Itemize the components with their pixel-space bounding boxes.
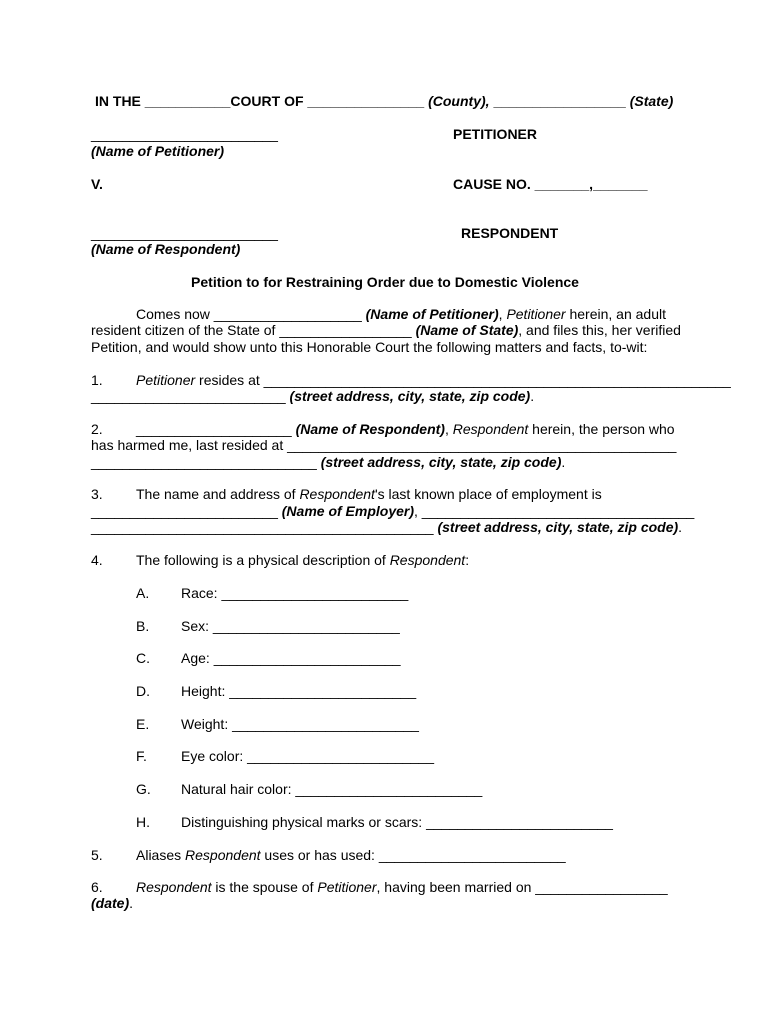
item-4-respondent-term: Respondent — [389, 552, 466, 568]
intro-line-3: Petition, and would show unto this Honorable Court the following matters and facts, to-wit: — [91, 339, 648, 355]
desc-height: Height: ________________________ — [181, 683, 417, 699]
item-2-text: . — [561, 454, 566, 470]
item-2-line-3 — [91, 454, 565, 471]
item-3-blank: ____________________________________________ — [91, 519, 438, 535]
intro-petitioner-term: Petitioner — [506, 306, 566, 322]
item-3-respondent-term: Respondent — [299, 486, 375, 502]
item-3-blank: ________________________ — [91, 503, 282, 519]
intro-petitioner-placeholder: (Name of Petitioner) — [365, 306, 499, 322]
desc-letter: F. — [136, 748, 147, 764]
name-of-respondent: (Name of Respondent) — [91, 241, 241, 257]
desc-eye-color: Eye color: ________________________ — [181, 748, 435, 764]
item-4-text: : — [465, 552, 470, 568]
desc-age: Age: ________________________ — [181, 650, 401, 666]
desc-letter: A. — [136, 585, 150, 601]
name-of-petitioner: (Name of Petitioner) — [91, 143, 225, 159]
item-2-address-placeholder: (street address, city, state, zip code) — [320, 454, 562, 470]
court-blank: IN THE ___________COURT OF _______________ — [95, 93, 425, 109]
item-3-text: The name and address of — [136, 486, 300, 502]
respondent-label: RESPONDENT — [461, 225, 559, 241]
petitioner-label: PETITIONER — [453, 126, 538, 142]
item-6-respondent-term: Respondent — [136, 879, 212, 895]
document-title: Petition to for Restraining Order due to Domestic Violence — [191, 274, 579, 290]
intro-text: , and files this, her verified — [518, 322, 681, 338]
item-3-address-placeholder: (street address, city, state, zip code) — [437, 519, 679, 535]
desc-letter: G. — [136, 781, 151, 797]
item-2-line-2: has harmed me, last resided at __________________________________________________ — [91, 437, 677, 453]
item-3-text: 's last known place of employment is — [374, 486, 602, 502]
desc-weight: Weight: ________________________ — [181, 716, 419, 732]
item-6-line-2 — [91, 895, 133, 912]
versus: V. — [91, 176, 103, 192]
item-2-number: 2. — [91, 421, 103, 437]
desc-letter: E. — [136, 716, 150, 732]
item-3-line-2 — [91, 503, 694, 520]
cause-number: CAUSE NO. _______,_______ — [453, 176, 648, 192]
item-5-number: 5. — [91, 847, 103, 863]
item-4-text: The following is a physical description of — [136, 552, 390, 568]
item-1-address-placeholder: (street address, city, state, zip code) — [289, 388, 531, 404]
intro-text: , — [498, 306, 507, 322]
intro-text: Comes now ___________________ — [136, 306, 366, 322]
item-5-text: Aliases — [136, 847, 186, 863]
item-3-employer-placeholder: (Name of Employer) — [281, 503, 415, 519]
item-2-respondent-placeholder: (Name of Respondent) — [295, 421, 445, 437]
county-label: (County), — [428, 93, 490, 109]
desc-hair-color: Natural hair color: ________________________ — [181, 781, 483, 797]
item-1-text: . — [530, 388, 535, 404]
desc-letter: C. — [136, 650, 150, 666]
item-2-text: herein, the person who — [528, 421, 675, 437]
item-3-number: 3. — [91, 486, 103, 502]
item-3-blank: , ___________________________________ — [414, 503, 695, 519]
item-5-respondent-term: Respondent — [185, 847, 261, 863]
item-1-blank: _________________________ — [91, 388, 290, 404]
item-6-date-placeholder: (date) — [91, 895, 130, 911]
desc-letter: B. — [136, 618, 150, 634]
item-3-line-3 — [91, 519, 682, 536]
item-3-line-1 — [136, 486, 602, 503]
desc-sex: Sex: ________________________ — [181, 618, 400, 634]
item-3-text: . — [678, 519, 683, 535]
petitioner-name-line: ________________________ — [91, 126, 278, 142]
item-2-respondent-term: Respondent — [452, 421, 529, 437]
item-6-text: . — [129, 895, 134, 911]
intro-line-1 — [136, 306, 666, 323]
item-1-text: resides at ____________________________________________________________ — [195, 372, 731, 388]
item-1-line-2 — [91, 388, 534, 405]
desc-letter: D. — [136, 683, 150, 699]
caption-court-line — [95, 93, 673, 110]
intro-state-placeholder: (Name of State) — [415, 322, 519, 338]
intro-text: resident citizen of the State of _________________ — [91, 322, 416, 338]
state-blank: _________________ — [493, 93, 626, 109]
item-2-blank: ____________________ — [136, 421, 296, 437]
item-2-blank: _____________________________ — [91, 454, 321, 470]
respondent-name-line: ________________________ — [91, 225, 278, 241]
item-6-petitioner-term: Petitioner — [317, 879, 377, 895]
item-6-text: , having been married on _________________ — [376, 879, 668, 895]
desc-letter: H. — [136, 814, 150, 830]
item-4-line-1 — [136, 552, 469, 569]
desc-marks-scars: Distinguishing physical marks or scars: ________________________ — [181, 814, 613, 830]
item-1-petitioner-term: Petitioner — [136, 372, 196, 388]
item-1-number: 1. — [91, 372, 103, 388]
intro-text: herein, an adult — [565, 306, 666, 322]
item-2-text: , — [444, 421, 453, 437]
state-label: (State) — [629, 93, 674, 109]
item-5-line-1 — [136, 847, 566, 864]
item-2-line-1 — [136, 421, 675, 438]
item-4-number: 4. — [91, 552, 103, 568]
item-6-text: is the spouse of — [211, 879, 318, 895]
item-6-line-1 — [136, 879, 668, 896]
desc-race: Race: ________________________ — [181, 585, 409, 601]
item-1-line-1 — [136, 372, 731, 389]
item-5-text: uses or has used: ________________________ — [260, 847, 566, 863]
item-6-number: 6. — [91, 879, 103, 895]
intro-line-2 — [91, 322, 681, 339]
